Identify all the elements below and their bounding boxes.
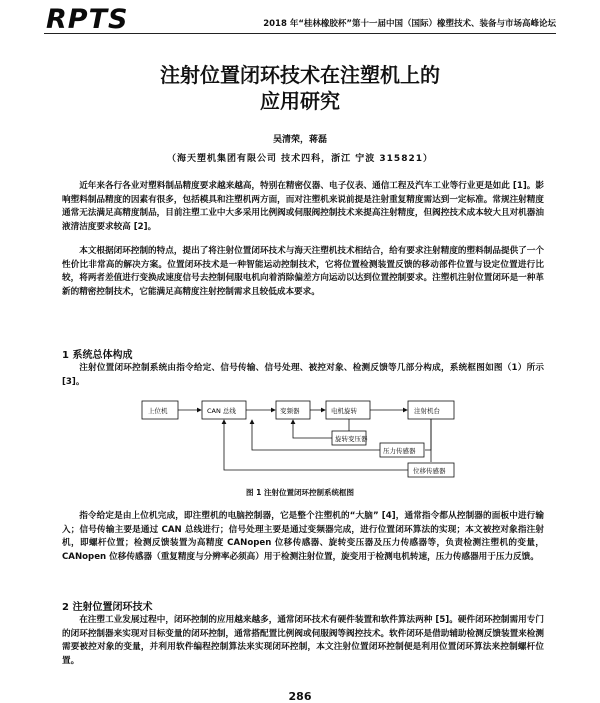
svg-text:旋转变压器: 旋转变压器 bbox=[335, 435, 368, 443]
running-header bbox=[0, 0, 600, 40]
affiliation: （海天塑机集团有限公司 技术四科，浙江 宁波 315821） bbox=[167, 154, 433, 164]
title-line-1: 注射位置闭环技术在注塑机上的 bbox=[160, 63, 440, 87]
block-injection-machine bbox=[408, 401, 454, 419]
section-2-heading: 2 注射位置闭环技术 bbox=[62, 602, 153, 613]
svg-text:变频器: 变频器 bbox=[280, 407, 300, 415]
page-number: 286 bbox=[288, 690, 312, 703]
title-line-2: 应用研究 bbox=[260, 89, 340, 113]
section-1-paragraph-2: 指令给定是由上位机完成，即注塑机的电脑控制器，它是整个注塑机的“大脑” [4]，通常指令都从控制器的面板中进行输入；信号传输主要是通过 CAN 总线进行；信号处理主要是通过变频器完成，进行位置闭环算法的实现；本文被控对象指注射机，即螺杆位置；检测反馈装置为高精度 CANopen 位移传感器、旋转变压器及压力传感器等，负责检测注塑机的变量，CANopen 位移传感器（重复精度与分辨率必须高）用于检测注射位置，旋变用于检测电机转速，压力传感器用于压力反馈。 bbox=[62, 511, 544, 562]
intro-paragraph-1: 近年来各行各业对塑料制品精度要求越来越高，特别在精密仪器、电子仪表、通信工程及汽车工业等行业更是如此 [1]。影响塑料制品精度的因素有很多，包括模具和注塑机两方面，而对注塑机来说前提是注射重复精度需达到一定标准。常规注射精度通常无法满足高精度制品，目前注塑工业中大多采用比例阀或伺服阀控制技术来提高注射精度，但阀控技术成本较大且对机器油液清洁度要求较高 [2]。 bbox=[62, 181, 544, 232]
block-pc bbox=[142, 401, 178, 419]
svg-text:电机旋转: 电机旋转 bbox=[331, 407, 357, 415]
block-inverter bbox=[276, 401, 310, 419]
section-2-paragraph-1: 在注塑工业发展过程中，闭环控制的应用越来越多，通常闭环技术有硬件装置和软件算法两种 [5]。硬件闭环控制需用专门的闭环控制器来实现对目标变量的闭环控制，通常搭配置比例阀或伺服阀等阀控技术。软件闭环是借助辅助检测反馈装置来检测需要被控对象的变量，并利用软件编程控制算法来实现闭环控制，本文注射位置闭环控制便是利用位置闭环算法来控制螺杆位置。 bbox=[62, 615, 544, 666]
conference-title: 2018 年“桂林橡胶杯”第十一届中国（国际）橡塑技术、装备与市场高峰论坛 bbox=[263, 19, 556, 29]
paper-title bbox=[0, 62, 600, 114]
section-1-heading: 1 系统总体构成 bbox=[62, 350, 133, 361]
block-resolver bbox=[332, 431, 368, 445]
block-motor bbox=[326, 401, 370, 419]
svg-text:上位机: 上位机 bbox=[148, 407, 168, 415]
system-block-diagram bbox=[140, 393, 470, 483]
block-position-sensor bbox=[408, 463, 454, 477]
intro-paragraph-2: 本文根据闭环控制的特点，提出了将注射位置闭环技术与海天注塑机技术相结合，给有要求注射精度的塑料制品提供了一个性价比非常高的解决方案。位置闭环技术是一种智能运动控制技术，它将位置检测装置反馈的移动部件位置与设定位置进行比较，将两者差值进行变换成速度信号去控制伺服电机向着消除偏差方向运动以达到位置控制要求。注塑机注射位置闭环是一种革新的精密控制技术，它能满足高精度注射控制需求且较低成本要求。 bbox=[62, 246, 544, 297]
figure-caption: 图 1 注射位置闭环控制系统框图 bbox=[246, 488, 354, 497]
svg-text:压力传感器: 压力传感器 bbox=[383, 447, 416, 455]
svg-text:CAN 总线: CAN 总线 bbox=[207, 407, 236, 415]
rpts-logo: RPTS bbox=[46, 4, 129, 35]
authors: 吴清荣，蒋磊 bbox=[272, 135, 327, 145]
svg-text:注射机台: 注射机台 bbox=[414, 407, 440, 415]
header-rule bbox=[44, 33, 556, 34]
section-1-paragraph-1: 注射位置闭环控制系统由指令给定、信号传输、信号处理、被控对象、检测反馈等几部分构成，系统框图如图（1）所示 [3]。 bbox=[62, 363, 544, 387]
block-can-bus bbox=[202, 401, 246, 419]
block-pressure-sensor bbox=[380, 443, 424, 457]
svg-text:位移传感器: 位移传感器 bbox=[413, 467, 446, 475]
